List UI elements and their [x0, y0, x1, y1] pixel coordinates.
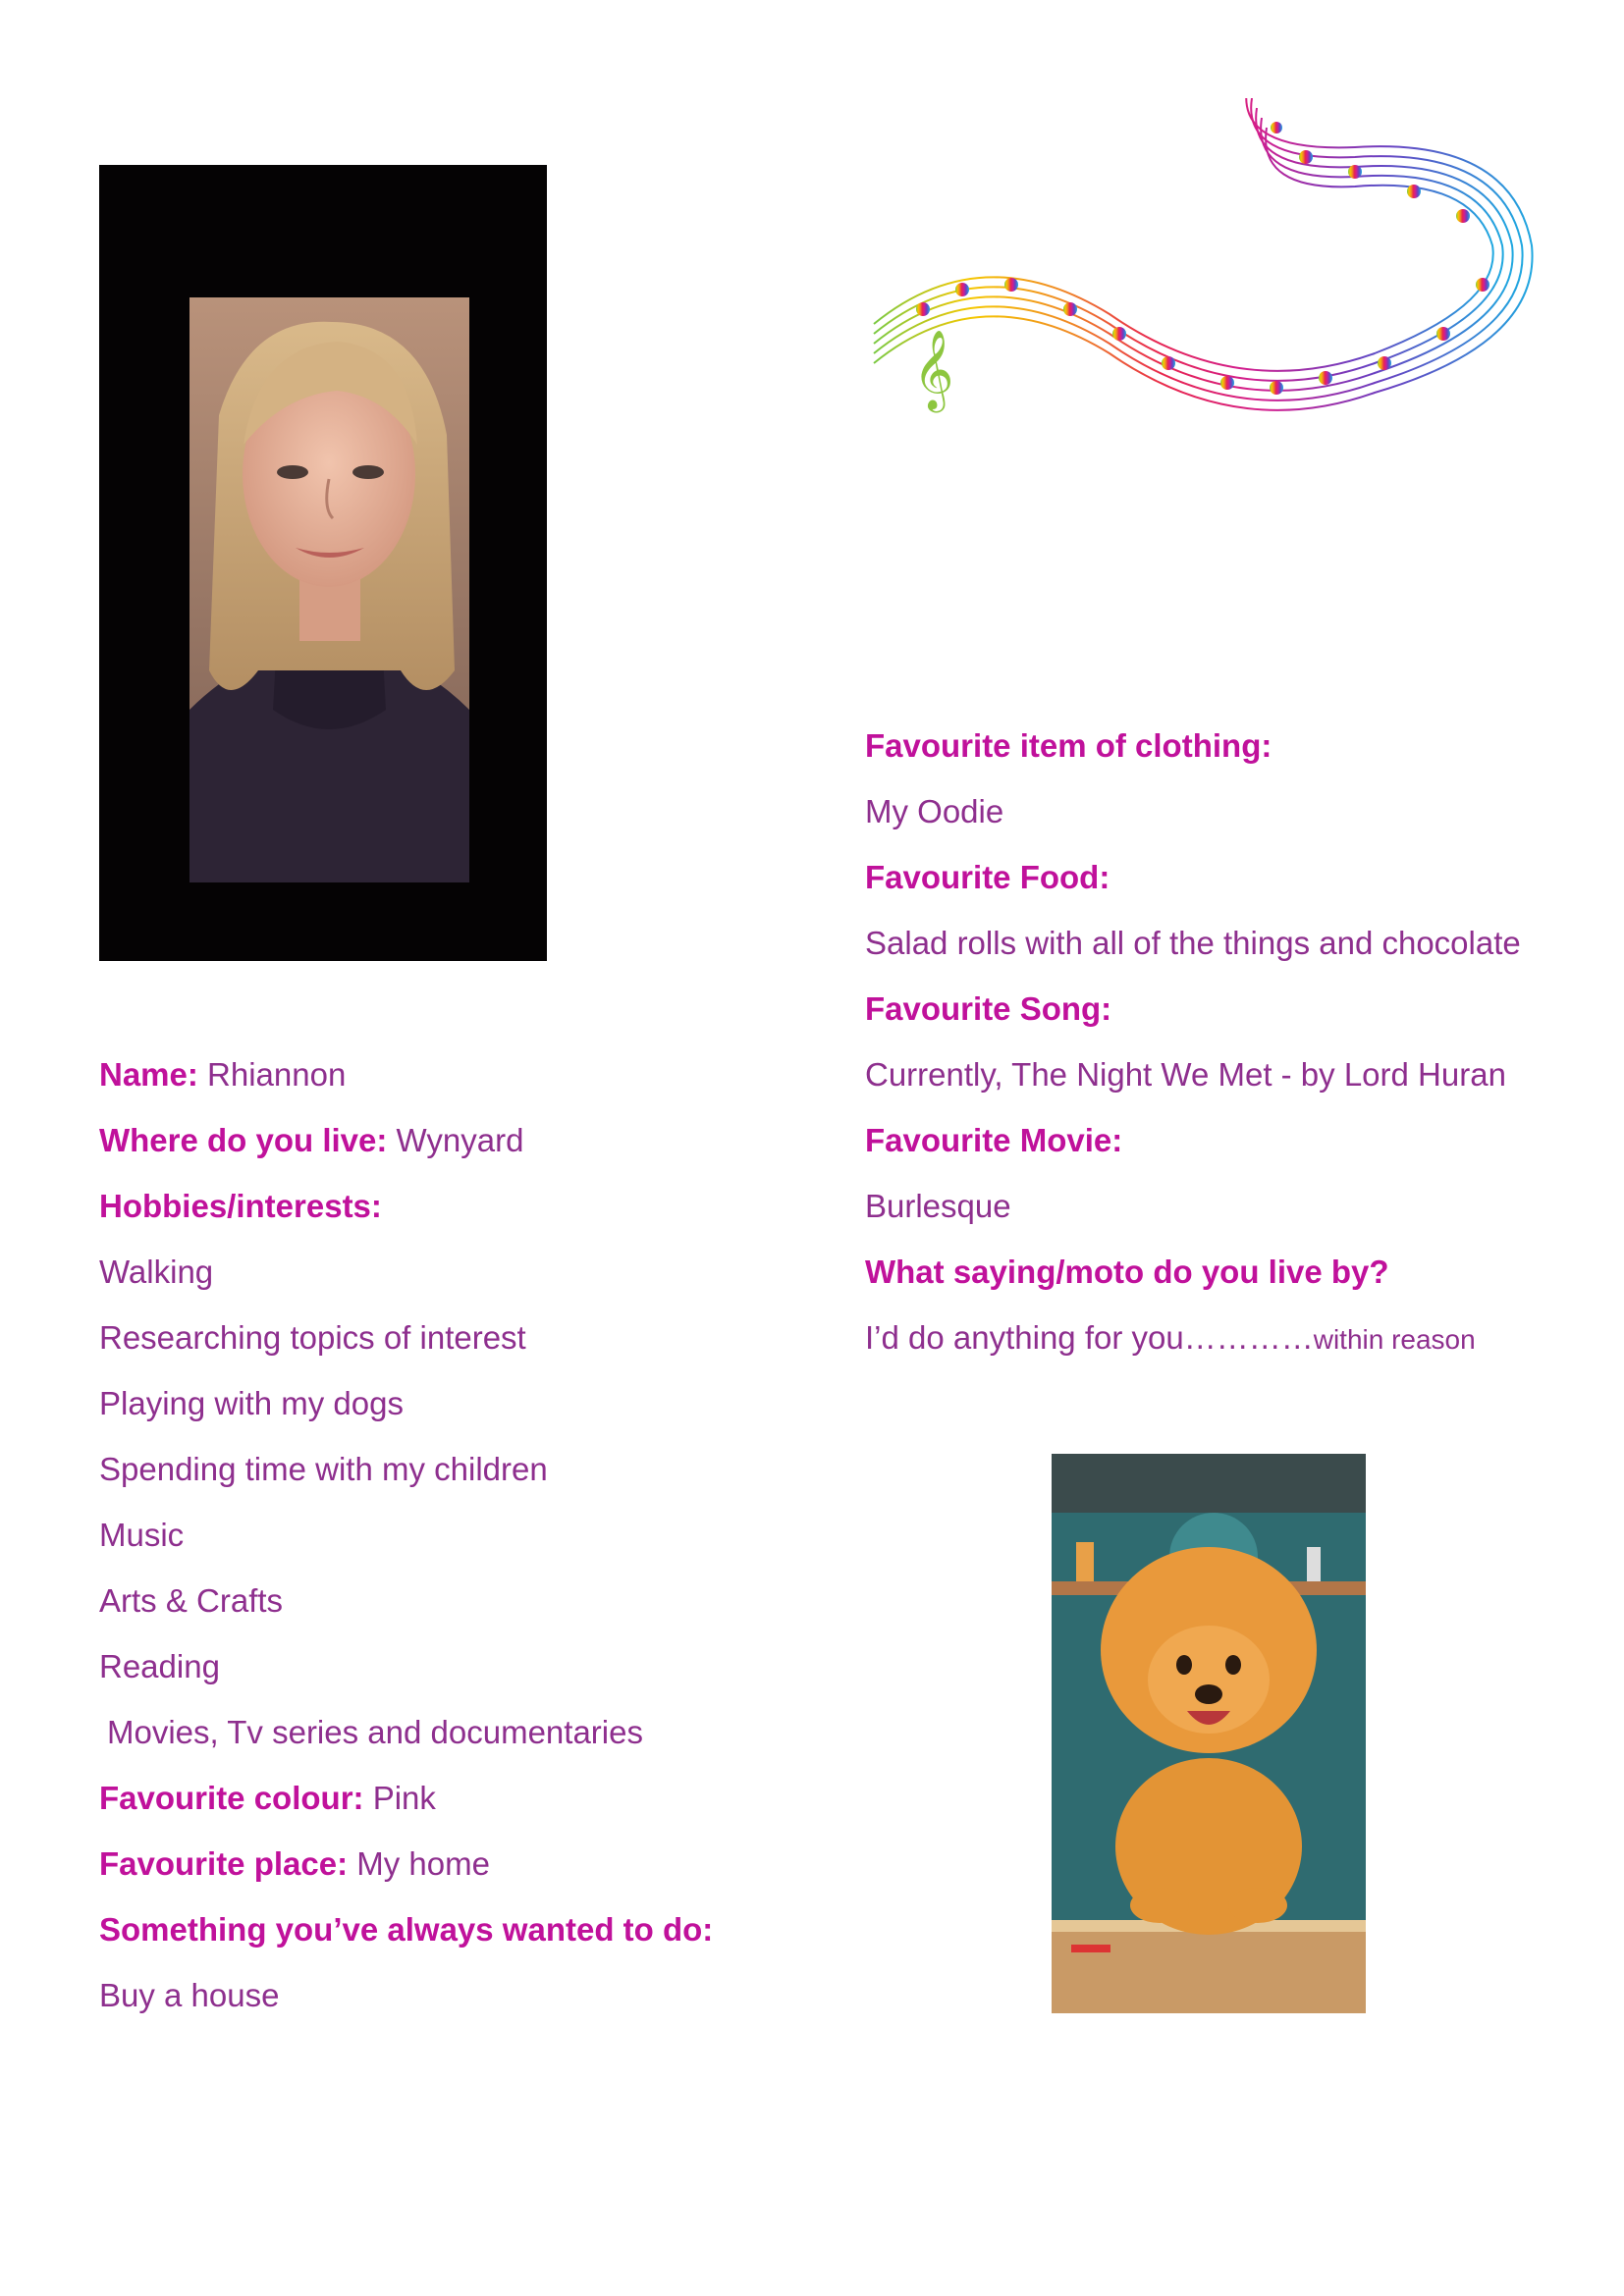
hobby-item: Music: [99, 1517, 185, 1553]
live-label: Where do you live:: [99, 1122, 388, 1158]
name-label: Name:: [99, 1056, 198, 1093]
wish-label: Something you’ve always wanted to do:: [99, 1911, 714, 1948]
motto-value: I’d do anything for you…………: [865, 1319, 1314, 1356]
hobby-item: Reading: [99, 1648, 220, 1684]
name-value: Rhiannon: [197, 1056, 347, 1093]
food-label: Favourite Food:: [865, 859, 1110, 895]
colour-value: Pink: [363, 1780, 436, 1816]
svg-text:𝄞: 𝄞: [913, 329, 954, 409]
motto-label: What saying/moto do you live by?: [865, 1254, 1389, 1290]
live-row: [99, 1121, 523, 1160]
place-label: Favourite place:: [99, 1845, 349, 1882]
motto-value-small: within reason: [1313, 1324, 1476, 1355]
clothing-value: My Oodie: [865, 793, 1004, 829]
hobby-item: Researching topics of interest: [99, 1319, 526, 1356]
motto-row: [865, 1318, 1476, 1360]
song-value: Currently, The Night We Met - by Lord Huran: [865, 1056, 1506, 1093]
poodle-illustration: [1052, 1454, 1366, 2013]
wish-value: Buy a house: [99, 1977, 280, 2013]
place-value: My home: [348, 1845, 490, 1882]
name-row: [99, 1055, 346, 1095]
colour-label: Favourite colour:: [99, 1780, 364, 1816]
hobbies-label: Hobbies/interests:: [99, 1188, 382, 1224]
colour-row: [99, 1779, 436, 1818]
hobby-item: Walking: [99, 1254, 214, 1290]
hobby-item: Playing with my dogs: [99, 1385, 404, 1421]
food-value: Salad rolls with all of the things and chocolate: [865, 925, 1521, 961]
place-row: [99, 1844, 490, 1884]
music-notes-illustration: [864, 98, 1551, 510]
movie-label: Favourite Movie:: [865, 1122, 1123, 1158]
movie-value: Burlesque: [865, 1188, 1011, 1224]
hobby-item: Movies, Tv series and documentaries: [107, 1714, 643, 1750]
live-value: Wynyard: [387, 1122, 524, 1158]
clothing-label: Favourite item of clothing:: [865, 727, 1272, 764]
hobby-item: Spending time with my children: [99, 1451, 548, 1487]
portrait-photo-frame: [99, 165, 547, 961]
hobby-item: Arts & Crafts: [99, 1582, 284, 1619]
portrait-photo: [189, 297, 469, 882]
song-label: Favourite Song:: [865, 990, 1112, 1027]
